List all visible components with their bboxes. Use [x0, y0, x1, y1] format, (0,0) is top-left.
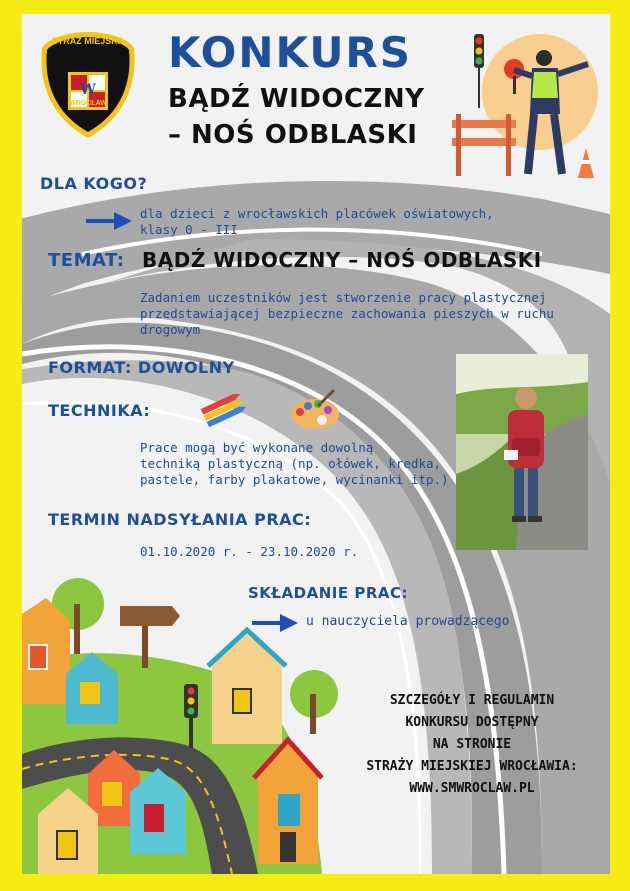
technique-label: TECHNIKA:	[48, 401, 151, 420]
topic-desc-line3: drogowym	[140, 322, 201, 337]
details-line2: KONKURSU DOSTĘPNY	[405, 715, 539, 730]
who-text-line1: dla dzieci z wrocławskich placówek oświatowych,	[140, 206, 494, 221]
technique-desc-line1: Prace mogą być wykonane dowolną	[140, 440, 374, 455]
contest-subtitle-line1: BĄDŹ WIDOCZNY	[168, 84, 425, 114]
topic-label: TEMAT:	[48, 250, 125, 271]
details-line3: NA STRONIE	[432, 737, 512, 752]
child-with-backpack-photo	[456, 354, 588, 550]
topic-desc-line2: przedstawiającej bezpieczne zachowania pieszych w ruchu	[140, 306, 554, 321]
city-guard-badge-icon	[38, 30, 138, 142]
town-illustration	[22, 564, 338, 874]
who-label: DLA KOGO?	[40, 174, 148, 193]
crayons-icon	[200, 394, 246, 430]
contest-subtitle-line2: – NOŚ ODBLASKI	[168, 120, 418, 150]
format-label: FORMAT: DOWOLNY	[48, 358, 235, 377]
deadline-label: TERMIN NADSYŁANIA PRAC:	[48, 510, 312, 529]
paint-palette-icon	[288, 388, 342, 432]
topic-desc-line1: Zadaniem uczestników jest stworzenie pracy plastycznej	[140, 290, 547, 305]
badge-bottom-text: WROCŁAW	[69, 100, 107, 107]
details-line1: SZCZEGÓŁY I REGULAMIN	[389, 693, 555, 708]
topic-value: BĄDŹ WIDOCZNY – NOŚ ODBLASKI	[142, 248, 542, 272]
badge-top-text: STRAŻ MIEJSKA	[51, 36, 125, 46]
svg-text:W: W	[80, 82, 96, 98]
deadline-dates: 01.10.2020 r. - 23.10.2020 r.	[140, 544, 359, 559]
submission-text: u nauczyciela prowadzącego	[306, 614, 510, 629]
submission-label: SKŁADANIE PRAC:	[248, 584, 408, 602]
technique-desc-line3: pastele, farby plakatowe, wycinanki itp.)	[140, 472, 449, 487]
contest-title: KONKURS	[168, 28, 413, 77]
poster	[22, 14, 610, 874]
details-line4: STRAŻY MIEJSKIEJ WROCŁAWIA:	[366, 759, 578, 774]
traffic-officer-illustration	[448, 24, 598, 182]
arrow-right-icon	[84, 210, 134, 232]
website-link[interactable]: WWW.SMWROCLAW.PL	[409, 781, 535, 796]
who-text-line2: klasy 0 - III	[140, 222, 238, 237]
technique-desc-line2: techniką plastyczną (np. ołówek, kredka,	[140, 456, 442, 471]
